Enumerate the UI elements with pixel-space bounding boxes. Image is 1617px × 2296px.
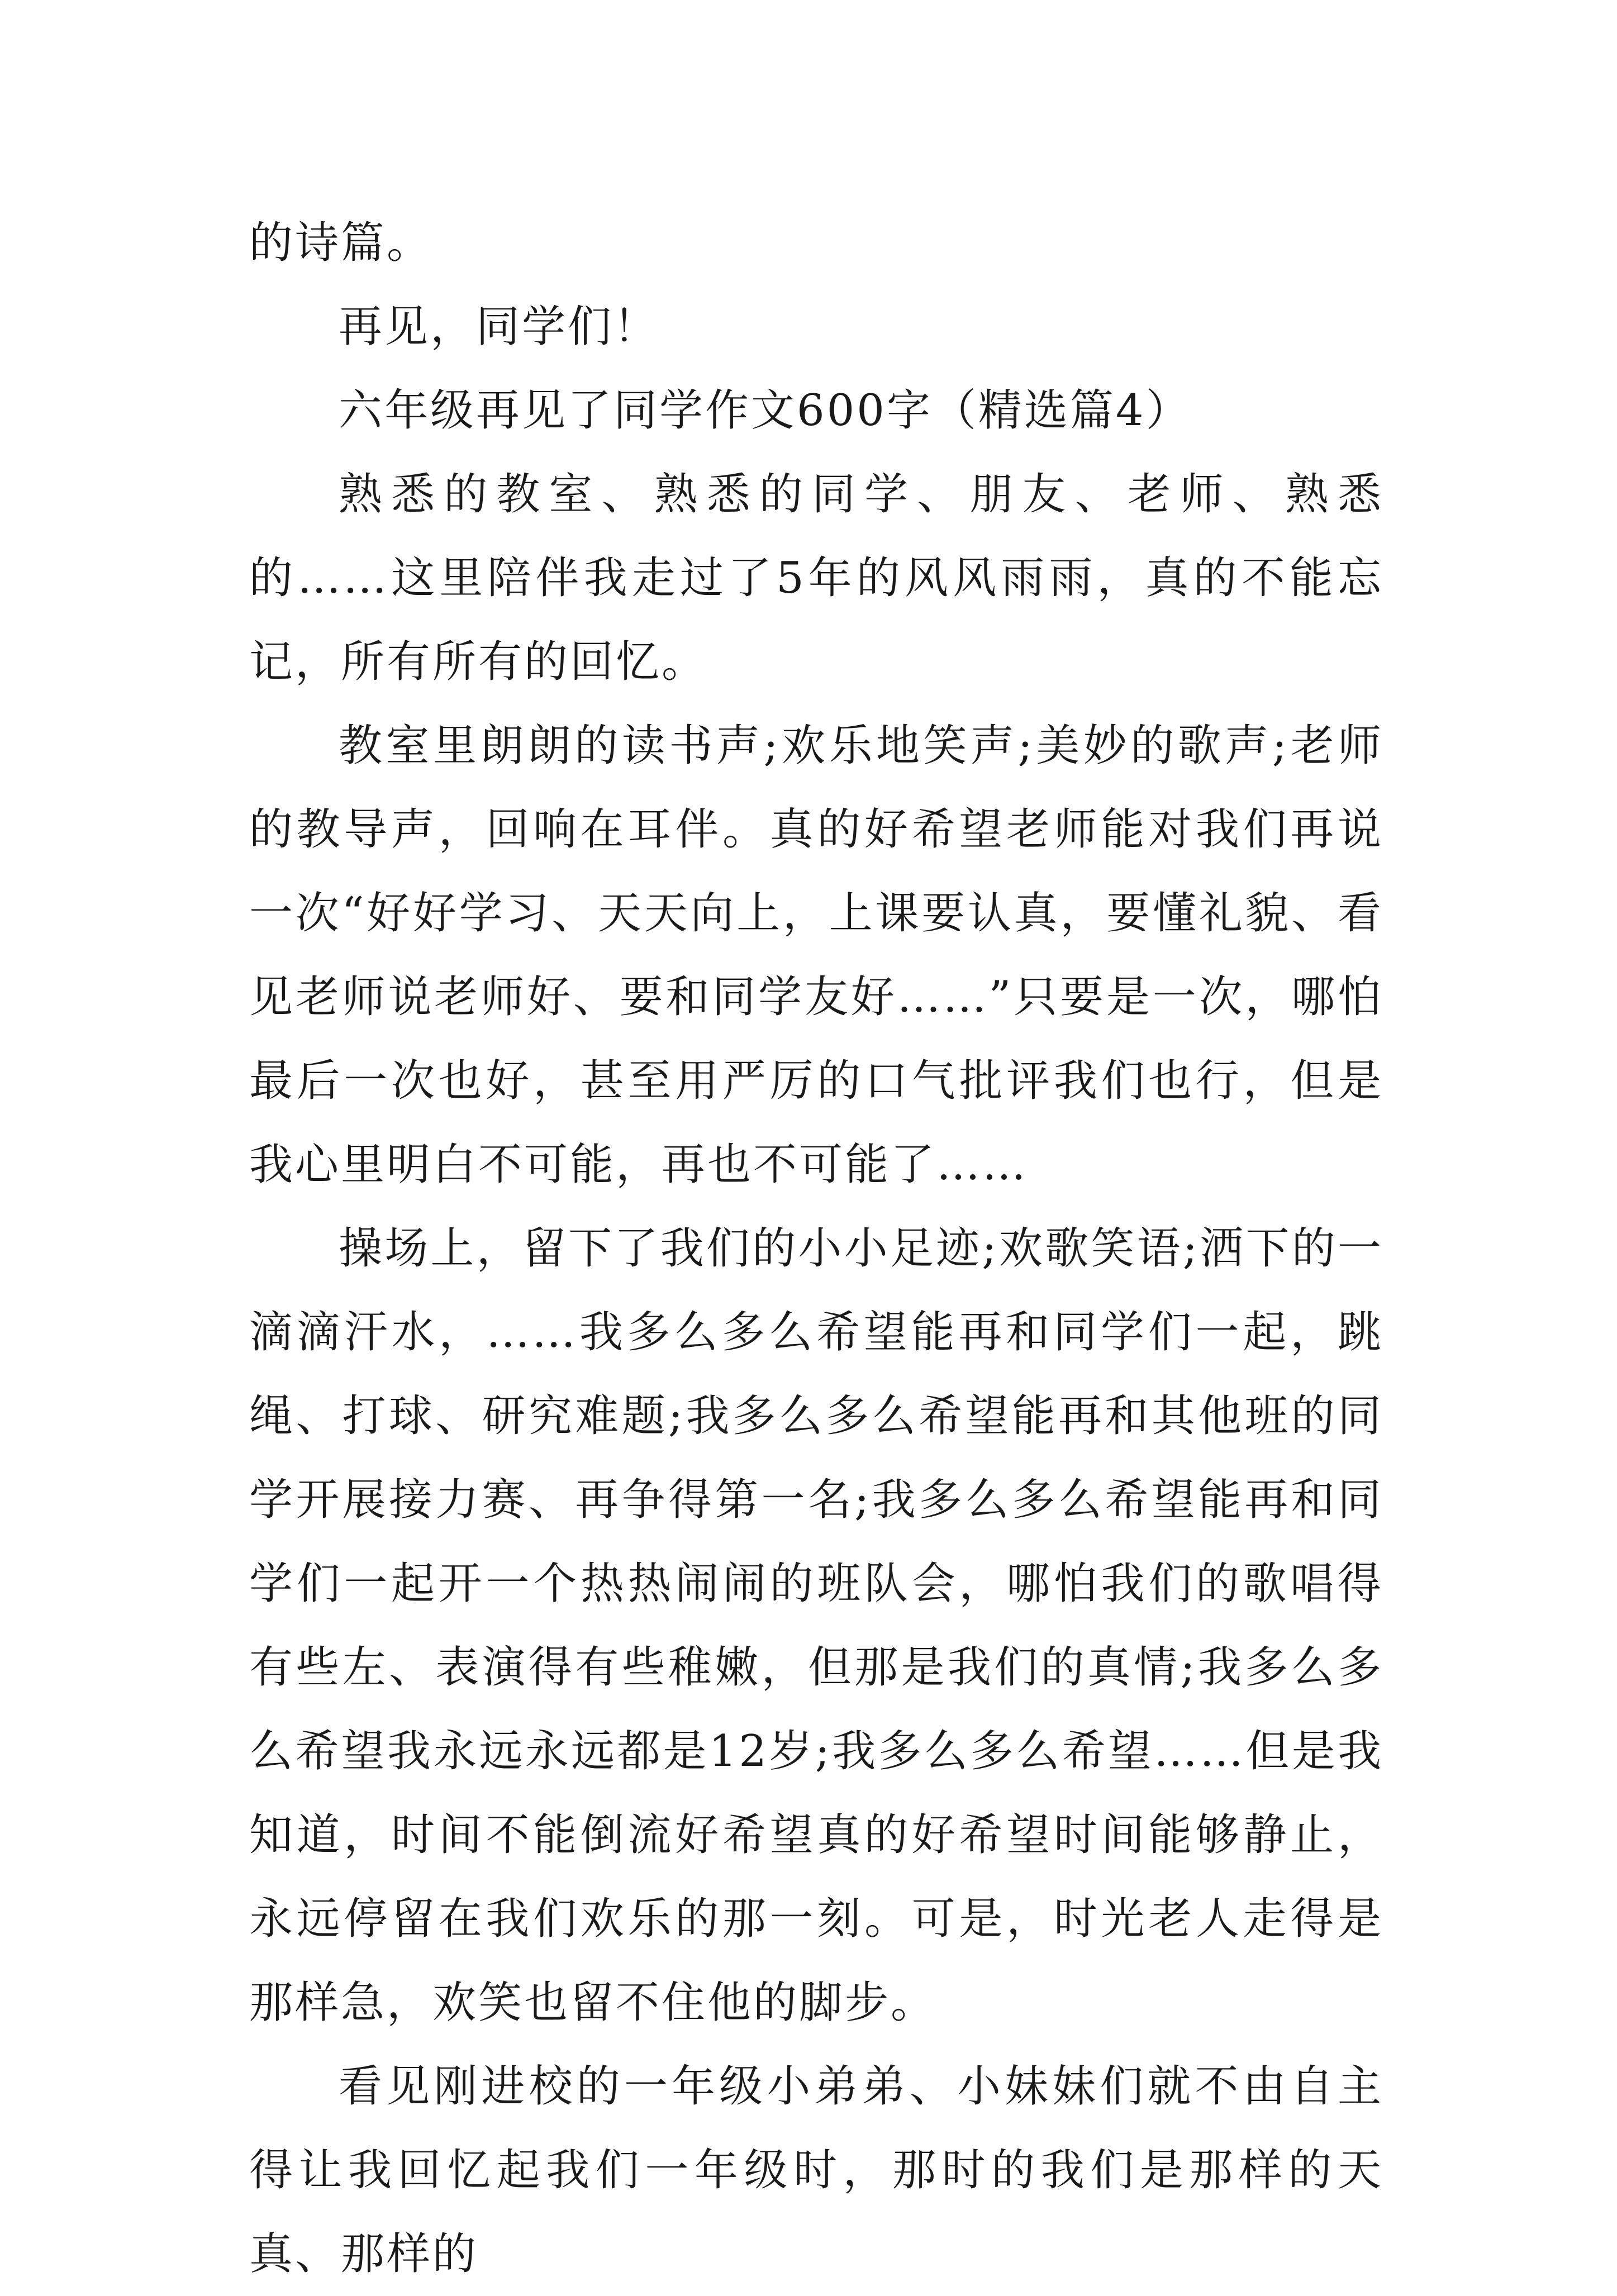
paragraph: 看见刚进校的一年级小弟弟、小妹妹们就不由自主得让我回忆起我们一年级时，那时的我们是那样的天真、那样的 xyxy=(249,2061,1383,2279)
paragraph: 教室里朗朗的读书声;欢乐地笑声;美妙的歌声;老师的教导声，回响在耳伴。真的好希望老师能对我们再说一次“好好学习、天天向上，上课要认真，要懂礼貌、看见老师说老师好、要和同学友好……”只要是一次，哪怕最后一次也好，甚至用严厉的口气批评我们也行，但是我心里明白不可能，再也不可能了…… xyxy=(249,721,1383,1190)
paragraph: 再见，同学们！ xyxy=(339,302,660,352)
paragraph: 的诗篇。 xyxy=(249,218,433,268)
body-text xyxy=(249,201,1383,2296)
paragraph: 操场上，留下了我们的小小足迹;欢歌笑语;洒下的一滴滴汗水，……我多么多么希望能再和同学们一起，跳绳、打球、研究难题;我多么多么希望能再和其他班的同学开展接力赛、再争得第一名;我多么多么希望能再和同学们一起开一个热热闹闹的班队会，哪怕我们的歌唱得有些左、表演得有些稚嫩，但那是我们的真情;我多么多么希望我永远永远都是12岁;我多么多么希望……但是我知道，时间不能倒流好希望真的好希望时间能够静止，永远停留在我们欢乐的那一刻。可是，时光老人走得是那样急，欢笑也留不住他的脚步。 xyxy=(249,1223,1383,2028)
section-heading: 六年级再见了同学作文600字（精选篇4） xyxy=(339,385,1192,436)
paragraph: 熟悉的教室、熟悉的同学、朋友、老师、熟悉的……这里陪伴我走过了5年的风风雨雨，真的不能忘记，所有所有的回忆。 xyxy=(249,469,1383,687)
